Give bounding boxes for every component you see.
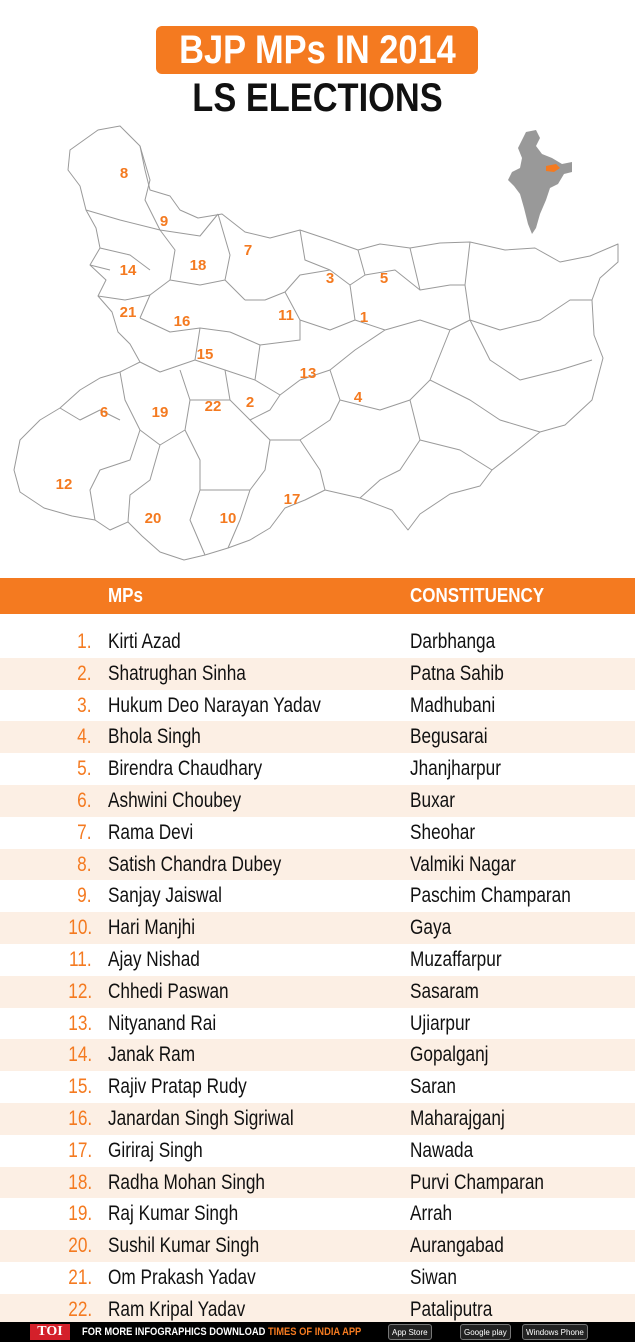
table-row [0,626,635,658]
footer-promo [82,1322,361,1342]
row-number: 15. [68,1075,92,1099]
row-number: 12. [68,979,92,1003]
table-row [0,1039,635,1071]
map-label-20: 20 [144,510,162,527]
mp-name: Hukum Deo Narayan Yadav [108,693,321,717]
table-row [0,753,635,785]
page-subtitle: LS ELECTIONS [192,76,443,120]
row-number: 22. [68,1297,92,1321]
constituency-name: Buxar [410,788,455,812]
mp-name: Shatrughan Sinha [108,661,246,685]
map-label-9: 9 [159,213,169,230]
map-label-22: 22 [204,398,222,415]
table-row [0,1008,635,1040]
constituency-name: Sheohar [410,820,476,844]
map-label-16: 16 [173,313,191,330]
map-label-1: 1 [359,309,369,326]
windows-phone-badge[interactable]: Windows Phone [522,1324,588,1340]
footer-bar [0,1322,635,1342]
row-number: 14. [68,1043,92,1067]
map-label-10: 10 [219,510,237,527]
row-number: 10. [68,916,92,940]
table-header [0,578,635,614]
constituency-name: Arrah [410,1202,453,1226]
mp-name: Janak Ram [108,1043,196,1067]
table-row [0,1167,635,1199]
row-number: 16. [68,1106,92,1130]
mp-name: Om Prakash Yadav [108,1265,256,1289]
mp-name: Satish Chandra Dubey [108,852,282,876]
row-number: 2. [77,661,92,685]
constituency-name: Sasaram [410,979,479,1003]
map-label-18: 18 [189,257,207,274]
map-label-3: 3 [325,270,335,287]
constituency-name: Jhanjharpur [410,757,501,781]
constituency-name: Gopalganj [410,1043,489,1067]
mp-name: Rama Devi [108,820,194,844]
row-number: 21. [68,1265,92,1289]
row-number: 9. [77,884,92,908]
map-label-11: 11 [278,307,294,324]
constituency-name: Maharajganj [410,1106,505,1130]
map-label-4: 4 [353,389,363,406]
mp-name: Rajiv Pratap Rudy [108,1075,247,1099]
mp-name: Sushil Kumar Singh [108,1234,260,1258]
table-row [0,880,635,912]
map-label-2: 2 [245,394,255,411]
table-row [0,1198,635,1230]
map-label-8: 8 [119,165,129,182]
constituency-name: Patna Sahib [410,661,504,685]
row-number: 8. [77,852,92,876]
map-label-6: 6 [99,404,109,421]
constituency-name: Paschim Champaran [410,884,571,908]
app-store-badge[interactable]: App Store [388,1324,432,1340]
table-row [0,849,635,881]
table-row [0,658,635,690]
mp-name: Radha Mohan Singh [108,1170,266,1194]
mp-name: Nityanand Rai [108,1011,217,1035]
table-row [0,912,635,944]
row-number: 3. [77,693,92,717]
header-constituency: CONSTITUENCY [410,585,545,607]
header-mps: MPs [108,585,143,607]
constituency-name: Gaya [410,916,452,940]
mp-name: Sanjay Jaiswal [108,884,222,908]
mp-table [0,626,635,1326]
mp-name: Giriraj Singh [108,1138,203,1162]
row-number: 19. [68,1202,92,1226]
table-row [0,944,635,976]
table-row [0,1071,635,1103]
table-row [0,1230,635,1262]
row-number: 17. [68,1138,92,1162]
table-row [0,690,635,722]
constituency-name: Ujiarpur [410,1011,471,1035]
mp-name: Bhola Singh [108,725,201,749]
mp-name: Hari Manjhi [108,916,196,940]
table-row [0,785,635,817]
mp-name: Chhedi Paswan [108,979,229,1003]
table-row [0,817,635,849]
row-number: 5. [77,757,92,781]
constituency-name: Siwan [410,1265,457,1289]
table-row [0,1262,635,1294]
india-locator-map [506,128,576,238]
table-row [0,1294,635,1326]
constituency-name: Darbhanga [410,630,496,653]
row-number: 7. [77,820,92,844]
map-label-7: 7 [243,242,253,259]
constituency-name: Nawada [410,1138,474,1162]
india-silhouette [508,130,572,234]
promo-app-name: TIMES OF INDIA APP [267,1326,362,1338]
table-row [0,721,635,753]
constituency-name: Purvi Champaran [410,1170,544,1194]
row-number: 11. [69,947,92,971]
promo-text: FOR MORE INFOGRAPHICS DOWNLOAD [82,1326,266,1338]
row-number: 1. [77,630,92,653]
table-row [0,1103,635,1135]
constituency-name: Saran [410,1075,456,1099]
map-label-5: 5 [379,270,389,287]
constituency-name: Madhubani [410,693,496,717]
row-number: 18. [68,1170,92,1194]
constituency-name: Muzaffarpur [410,947,502,971]
mp-name: Raj Kumar Singh [108,1202,239,1226]
map-label-17: 17 [283,491,301,508]
mp-name: Ajay Nishad [108,947,200,971]
constituency-name: Valmiki Nagar [410,852,516,876]
mp-name: Kirti Azad [108,630,181,653]
map-label-19: 19 [151,404,169,421]
row-number: 20. [68,1234,92,1258]
google-play-badge[interactable]: Google play [460,1324,511,1340]
map-label-21: 21 [119,304,137,321]
map-label-12: 12 [55,476,73,493]
constituency-name: Pataliputra [410,1297,493,1321]
map-label-15: 15 [196,346,214,363]
map-label-14: 14 [119,262,137,279]
mp-name: Ashwini Choubey [108,788,242,812]
row-number: 4. [77,725,92,749]
mp-name: Janardan Singh Sigriwal [108,1106,294,1130]
table-row [0,976,635,1008]
row-number: 13. [68,1011,92,1035]
constituency-name: Aurangabad [410,1234,504,1258]
map-label-13: 13 [299,365,317,382]
constituency-name: Begusarai [410,725,488,749]
mp-name: Birendra Chaudhary [108,757,263,781]
row-number: 6. [77,788,92,812]
mp-name: Ram Kripal Yadav [108,1297,246,1321]
table-row [0,1135,635,1167]
toi-logo: TOI [30,1324,70,1340]
page-title: BJP MPs IN 2014 [179,28,456,72]
